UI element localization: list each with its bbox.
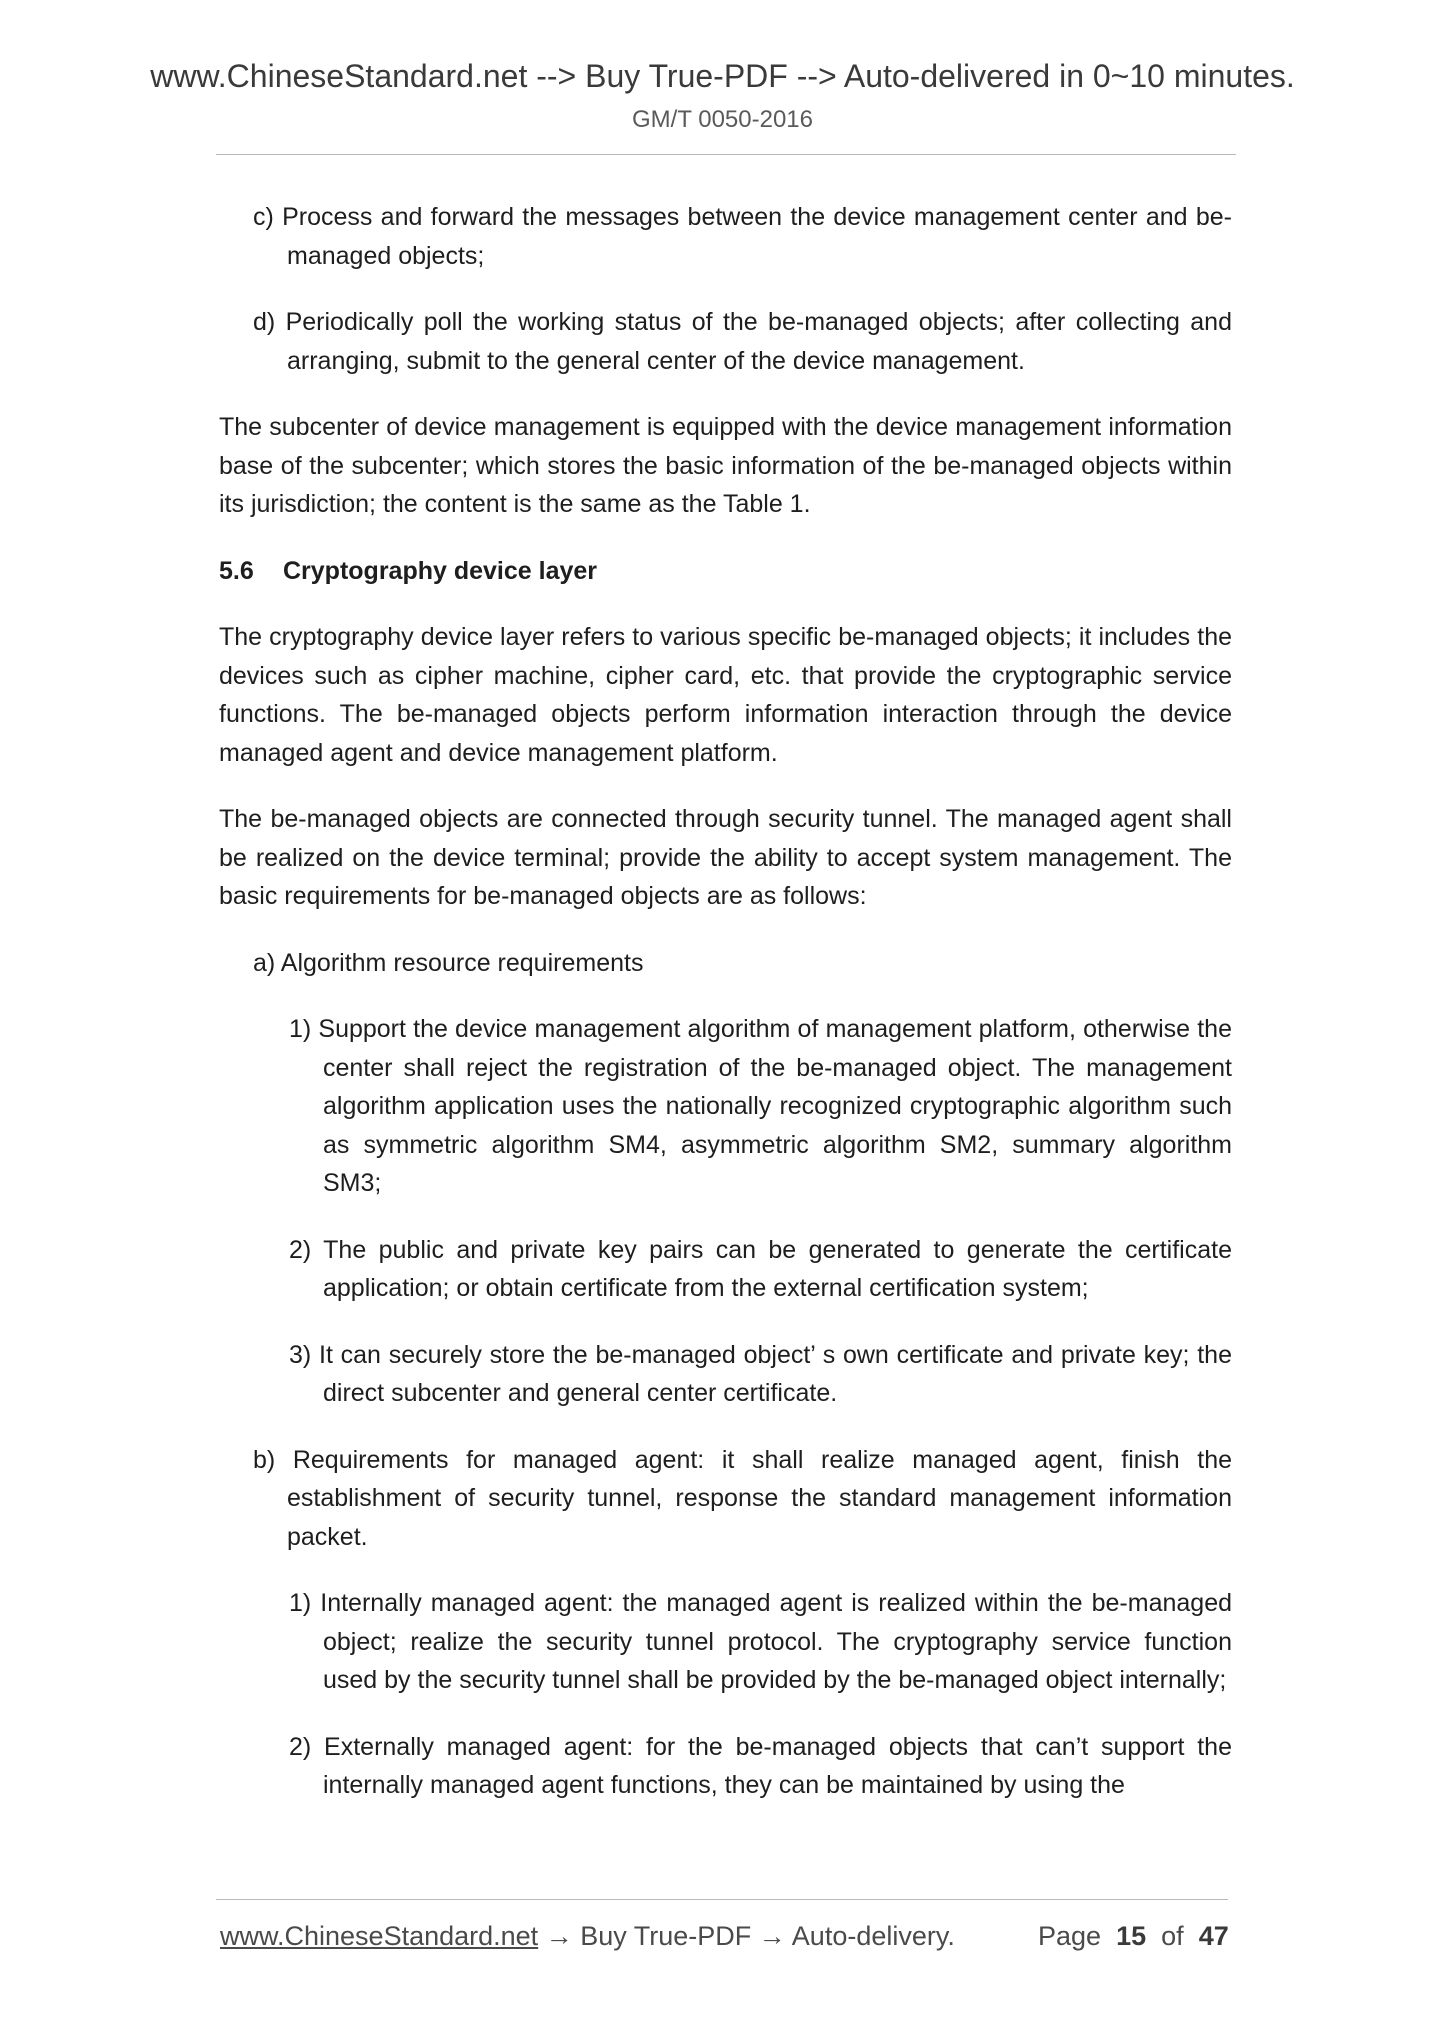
list-item-a3: 3) It can securely store the be-managed object’ s own certificate and private key; the direct subcenter and general center certificate. bbox=[289, 1340, 1232, 1407]
footer-site-link[interactable]: www.ChineseStandard.net bbox=[220, 1921, 539, 1951]
paragraph-device-layer: The cryptography device layer refers to various specific be-managed objects; it includes the devices such as cipher machine, cipher card, etc. that provide the cryptographic service functions. The be-managed objects perform information interaction through the device managed agent and device management platform. bbox=[219, 623, 1232, 767]
header-divider bbox=[216, 154, 1236, 155]
list-item-c: c) Process and forward the messages between the device management center and be-managed objects; bbox=[253, 203, 1232, 270]
list-item-b1: 1) Internally managed agent: the managed agent is realized within the be-managed object; realize the security tunnel protocol. The cryptography service function used by the security tunnel shall be provided by the be-managed object internally; bbox=[289, 1589, 1232, 1694]
footer-links bbox=[220, 1921, 955, 1952]
list-item-d: d) Periodically poll the working status of the be-managed objects; after collecting and arranging, submit to the general center of the device management. bbox=[253, 308, 1232, 375]
arrow-right-icon: → bbox=[758, 1921, 786, 1951]
footer-buy-text: Buy True-PDF bbox=[580, 1921, 752, 1951]
page-of: of bbox=[1161, 1921, 1184, 1951]
paragraph-connected: The be-managed objects are connected through security tunnel. The managed agent shall be realized on the device terminal; provide the ability to accept system management. The basic requirements for be-managed objects are as follows: bbox=[219, 805, 1232, 910]
page-label: Page bbox=[1038, 1921, 1102, 1951]
paragraph-subcenter: The subcenter of device management is equipped with the device management information base of the subcenter; which stores the basic information of the be-managed objects within its jurisdiction; the content is the same as the Table 1. bbox=[219, 413, 1232, 518]
list-item-b: b) Requirements for managed agent: it shall realize managed agent, finish the establishment of security tunnel, response the standard management information packet. bbox=[253, 1445, 1232, 1551]
list-item-a1: 1) Support the device management algorithm of management platform, otherwise the center shall reject the registration of the be-managed object. The management algorithm application uses the nationally recognized cryptographic algorithm such as symmetric algorithm SM4, asymmetric algorithm SM2, summary algorithm SM3; bbox=[289, 1015, 1232, 1197]
footer-divider bbox=[216, 1899, 1228, 1900]
page-current: 15 bbox=[1116, 1921, 1147, 1951]
section-title: Cryptography device layer bbox=[283, 556, 598, 585]
standard-id: GM/T 0050-2016 bbox=[632, 106, 813, 133]
footer-delivery-text: Auto-delivery. bbox=[791, 1921, 955, 1951]
list-item-a2: 2) The public and private key pairs can be generated to generate the certificate application; or obtain certificate from the external certification system; bbox=[289, 1235, 1232, 1302]
list-item-b2: 2) Externally managed agent: for the be-managed objects that can’t support the internally managed agent functions, they can be maintained by using the bbox=[289, 1732, 1232, 1799]
arrow-right-icon: → bbox=[545, 1921, 573, 1951]
header-banner[interactable]: www.ChineseStandard.net --> Buy True-PDF --> Auto-delivered in 0~10 minutes. bbox=[150, 58, 1295, 94]
page-total: 47 bbox=[1198, 1921, 1229, 1951]
list-item-a: a) Algorithm resource requirements bbox=[253, 948, 644, 977]
section-number: 5.6 bbox=[219, 556, 254, 585]
page-body bbox=[219, 198, 1232, 1833]
section-heading bbox=[219, 552, 1232, 591]
page-counter bbox=[1038, 1921, 1229, 1952]
